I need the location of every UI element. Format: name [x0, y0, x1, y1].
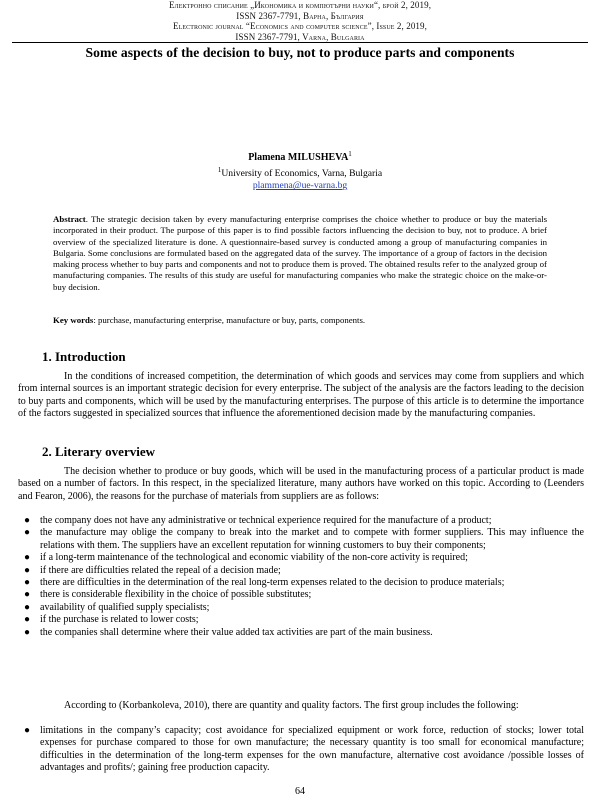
- author-name: Plamena MILUSHEVA: [248, 152, 349, 164]
- journal-header-line-3: Electronic journal “Economics and computer science”, Issue 2, 2019,: [173, 21, 427, 32]
- affiliation-line: [0, 164, 600, 180]
- reasons-list: [18, 515, 584, 639]
- bullet-icon: ●: [24, 601, 31, 613]
- affiliation: University of Economics, Varna, Bulgaria: [221, 168, 383, 180]
- list-item: ● the company does not have any administrative or technical experience required for the manufacture of a product;: [24, 515, 492, 526]
- list-item: ● if there are difficulties related the repeal of a decision made;: [24, 564, 281, 576]
- list-item: ● if a long-term maintenance of the technological and economic viability of the non-core activity is required;: [24, 552, 468, 564]
- journal-header-line-1: Електронно списание „Икономика и компютърни науки“, брой 2, 2019,: [168, 0, 432, 10]
- section-title-literary-overview: 2. Literary overview: [42, 444, 155, 459]
- journal-header-line-4: ISSN 2367-7791, Varna, Bulgaria: [235, 31, 365, 42]
- literary-overview-paragraph: The decision whether to produce or buy goods, which will be used in the manufacturing process of a particular product is made based on a number of factors. In this respect, in the specialized literature, many authors have worked on this topic. According to (Leenders and Fearon, 2006), the reasons for the purchase of materials from suppliers are as follows:: [18, 466, 584, 502]
- bullet-icon: ●: [24, 589, 31, 601]
- abstract-text: . The strategic decision taken by every manufacturing enterprise comprises the choice whether to produce or buy the materials incorporated in their product. The purpose of this paper is to find possible factors influencing the decision to buy, not to produce. A brief overview of the specialized literature is done. A questionnaire-based survey is conducted among a group of manufacturing companies in Bulgaria. Some conclusions are formulated based on the aggregated data of the survey. The importance of a group of factors in the decision making process whether to buy parts and components and not to produce them is proved. The obtained results refer to the analyzed group of manufacturing companies. The results of this study are useful for manufacturing companies who make the strategic choice on the make-or-buy decision.: [53, 214, 547, 292]
- keywords-text: : purchase, manufacturing enterprise, manufacture or buy, parts, components.: [93, 315, 366, 325]
- author-email-link[interactable]: plammena@ue-varna.bg: [252, 180, 348, 192]
- header-rule: [12, 42, 588, 43]
- journal-header-line-2: ISSN 2367-7791, Варна, България: [236, 10, 364, 21]
- bullet-icon: ●: [24, 614, 31, 626]
- section-title-introduction: 1. Introduction: [42, 349, 126, 364]
- abstract-label: Abstract: [53, 214, 86, 224]
- author-line: [0, 148, 600, 164]
- bullet-icon: ●: [24, 527, 31, 539]
- page-number: 64: [295, 786, 305, 797]
- paper-title: Some aspects of the decision to buy, not to produce parts and components: [85, 45, 515, 60]
- bullet-icon: ●: [24, 577, 31, 589]
- affiliation-superscript: 1: [217, 166, 222, 175]
- keywords-label: Key words: [53, 315, 94, 325]
- bullet-icon: ●: [24, 552, 31, 564]
- list-item: ● there is considerable flexibility in the choice of possible substitutes;: [24, 589, 312, 601]
- list-item: ● availability of qualified supply specialists;: [24, 601, 210, 613]
- list-item: ● the manufacture may oblige the company to break into the market and to compete with former suppliers. This may influence the relations with them. The suppliers have an excellent reputation for winning customers to buy their components;: [24, 527, 584, 551]
- author-superscript: 1: [348, 150, 352, 158]
- bullet-icon: ●: [24, 725, 31, 736]
- list-item: ● if the purchase is related to lower costs;: [24, 614, 199, 626]
- list-item: ● there are difficulties in the determination of the real long-term expenses related to the decision to produce materials;: [24, 577, 505, 589]
- quantity-factors-list: [18, 725, 584, 775]
- list-item: ● the companies shall determine where their value added tax activities are part of the main business.: [24, 626, 433, 638]
- list-item: ● limitations in the company’s capacity; cost avoidance for specialized equipment or work force, reduction of stocks; lower total expenses for purchase compared to those for own manufacture; the necessary quantity is too small for economical manufacture; difficulties in the determination of the long-term expenses for the own manufacture, alternative cost avoidance /possible losses of advantages and profits/; gaining free production capacity.: [24, 725, 584, 774]
- keywords: [53, 315, 547, 326]
- bullet-icon: ●: [24, 626, 31, 638]
- bullet-icon: ●: [24, 515, 31, 526]
- email-line: [0, 180, 600, 192]
- journal-header: [0, 0, 600, 42]
- abstract: [53, 214, 547, 293]
- introduction-paragraph: In the conditions of increased competition, the determination of which goods and services may come from suppliers and which from internal sources is an important strategic decision for every enterprise. The subject of the analysis are the factors leading to the decision to buy parts and components, which will be used by the manufacturing enterprises. The purpose of this article is to determine the importance of the factors suggested in specialized sources that influence the aforementioned decision made by the manufacturing companies.: [18, 371, 584, 420]
- author-block: [0, 148, 600, 192]
- korbankoleva-paragraph: According to (Korbankoleva, 2010), there are quantity and quality factors. The first group includes the following:: [64, 700, 519, 711]
- bullet-icon: ●: [24, 564, 31, 576]
